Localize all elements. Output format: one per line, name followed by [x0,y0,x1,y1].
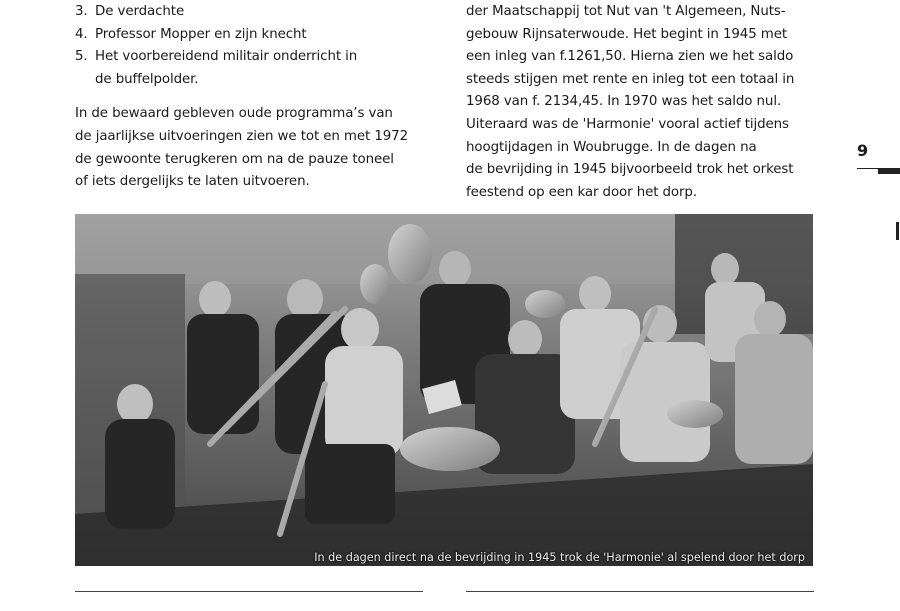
paragraph-line: der Maatschappij tot Nut van 't Algemeen, Nuts- [466,4,786,19]
left-column [75,1,415,194]
list-text: Het voorbereidend militair onderricht in [95,49,358,65]
paragraph [75,103,415,193]
footer-rule-right [466,591,814,592]
paragraph-line: de gewoonte terugkeren om na de pauze toneel [75,151,394,167]
list-number: 4. [75,26,88,42]
list-text-continued: de buffelpolder. [95,71,199,87]
paragraph-line: In de bewaard gebleven oude programma’s van [75,106,393,122]
list-number: 3. [75,4,88,19]
paragraph-line: gebouw Rijnsaterwoude. Het begint in 1945 met [466,26,788,42]
right-column [466,1,806,204]
list-item [75,1,415,24]
list-item [75,46,415,91]
list-number: 5. [75,49,88,65]
paragraph-line: hoogtijdagen in Woubrugge. In de dagen na [466,139,757,155]
paragraph-line: of iets dergelijks te laten uitvoeren. [75,174,310,190]
photo-illustration [75,214,813,566]
band-photo [75,214,813,566]
footer-rule-left [75,591,423,592]
paragraph-line: 1968 van f. 2134,45. In 1970 was het saldo nul. [466,94,782,110]
paragraph-line: de jaarlijkse uitvoeringen zien we tot en met 1972 [75,128,409,144]
list-text: Professor Mopper en zijn knecht [95,26,307,42]
page-number-tab [878,169,900,174]
numbered-list [75,1,415,91]
paragraph-line: de bevrijding in 1945 bijvoorbeeld trok het orkest [466,162,794,178]
list-text-wrap [95,46,357,91]
photo-caption: In de dagen direct na de bevrijding in 1945 trok de 'Harmonie' al spelend door het dorp [314,551,805,564]
paragraph-line: feestend op een kar door het dorp. [466,184,697,200]
list-text: De verdachte [95,4,185,19]
paragraph-line: steeds stijgen met rente en inleg tot een totaal in [466,71,795,87]
list-item [75,24,415,47]
page-number: 9 [857,141,869,160]
page-edge-mark [896,222,899,240]
paragraph-line: Uiteraard was de 'Harmonie' vooral actief tijdens [466,116,789,132]
paragraph [466,1,806,204]
paragraph-line: een inleg van f.1261,50. Hierna zien we het saldo [466,49,794,65]
